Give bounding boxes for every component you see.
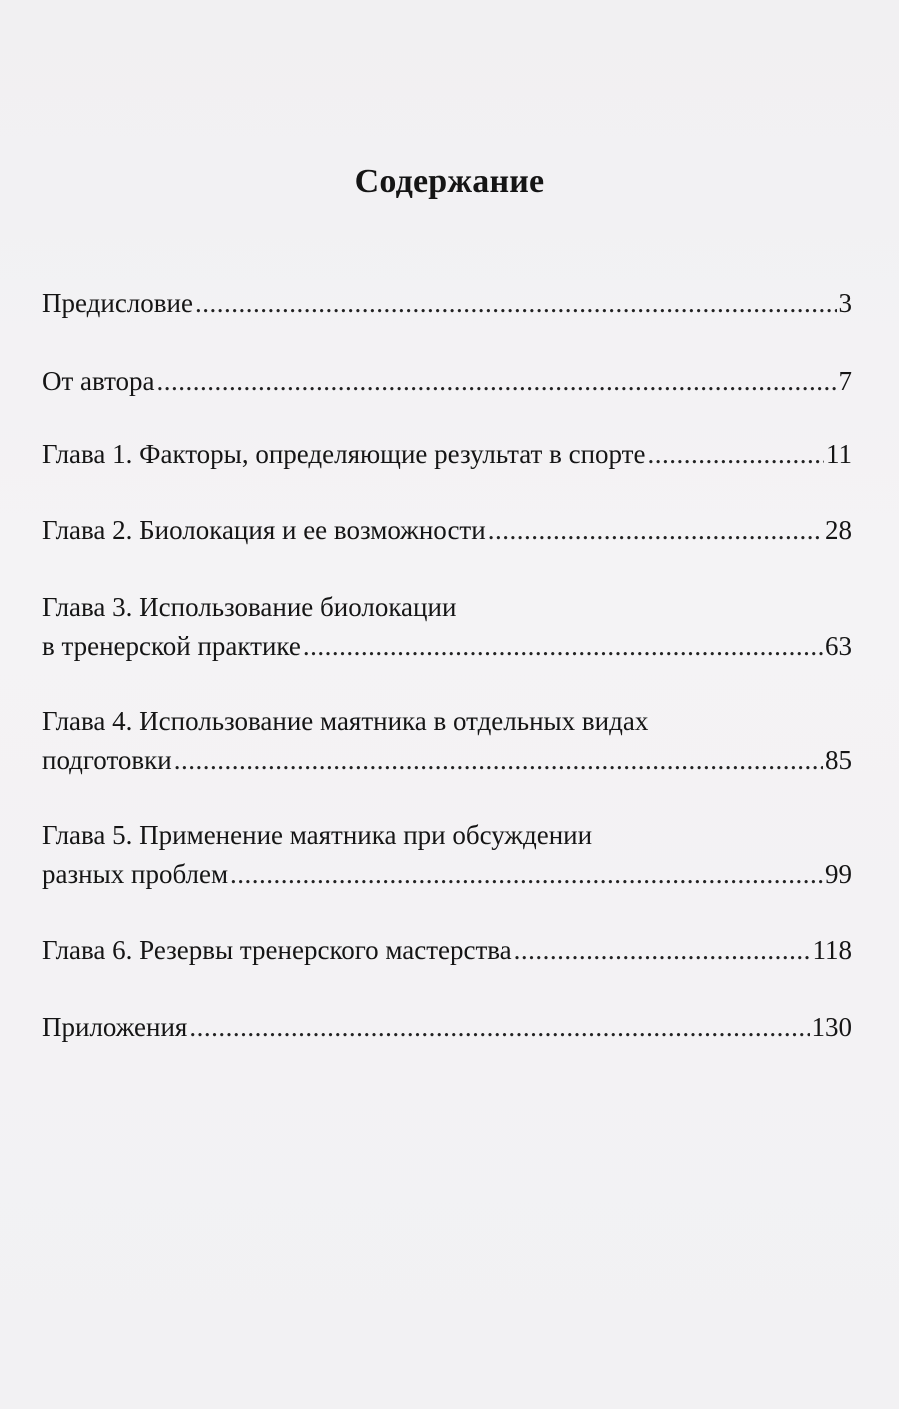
toc-page-number: 7 xyxy=(838,366,852,396)
toc-page-number: 99 xyxy=(825,859,852,889)
toc-page-number: 85 xyxy=(825,745,852,775)
toc-entry-title: Глава 2. Биолокация и ее возможности xyxy=(42,515,486,545)
toc-leader-dots xyxy=(195,285,837,321)
toc-leader-dots xyxy=(514,932,811,968)
toc-entry-chapter-6[interactable] xyxy=(42,932,852,968)
toc-leader-dots xyxy=(230,856,823,892)
toc-entry-chapter-5[interactable] xyxy=(42,817,852,892)
toc-entry-title-line-2: подготовки xyxy=(42,745,172,775)
toc-entry-title: От автора xyxy=(42,366,155,396)
toc-entry-from-author[interactable] xyxy=(42,363,852,399)
toc-leader-dots xyxy=(303,628,823,664)
toc-entry-title-line-2: разных проблем xyxy=(42,859,229,889)
toc-entry-title: Глава 6. Резервы тренерского мастерства xyxy=(42,935,512,965)
toc-leader-dots xyxy=(189,1009,809,1045)
toc-entry-chapter-2[interactable] xyxy=(42,512,852,548)
toc-entry-preface[interactable] xyxy=(42,285,852,321)
toc-leader-dots xyxy=(174,742,823,778)
toc-entry-title-line-1: Глава 5. Применение маятника при обсуждении xyxy=(42,820,593,850)
toc-page-number: 28 xyxy=(825,515,852,545)
toc-entry-title-line-1: Глава 4. Использование маятника в отдельных видах xyxy=(42,706,649,736)
toc-page-number: 11 xyxy=(826,439,852,469)
toc-page-number: 63 xyxy=(825,631,852,661)
toc-entry-title-line-1: Глава 3. Использование биолокации xyxy=(42,592,457,622)
toc-page-number: 130 xyxy=(811,1012,852,1042)
toc-entry-chapter-4[interactable] xyxy=(42,703,852,778)
toc-leader-dots xyxy=(157,363,837,399)
toc-page-number: 3 xyxy=(838,288,852,318)
toc-entry-title: Глава 1. Факторы, определяющие результат в спорте xyxy=(42,439,646,469)
toc-entry-chapter-1[interactable] xyxy=(42,436,852,472)
toc-page-number: 118 xyxy=(812,935,852,965)
toc-entry-title: Предисловие xyxy=(42,288,193,318)
toc-entry-chapter-3[interactable] xyxy=(42,589,852,664)
page-title: Содержание xyxy=(354,163,545,200)
toc-leader-dots xyxy=(488,512,823,548)
toc-entry-title-line-2: в тренерской практике xyxy=(42,631,301,661)
toc-entry-appendices[interactable] xyxy=(42,1009,852,1045)
toc-leader-dots xyxy=(647,436,824,472)
toc-entry-title: Приложения xyxy=(42,1012,188,1042)
